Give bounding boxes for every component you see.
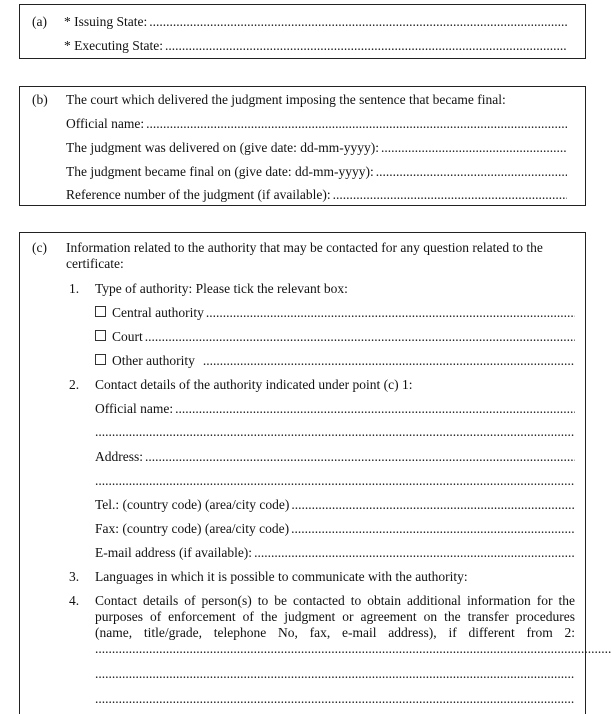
item-3-number: 3. xyxy=(69,569,80,584)
authority-fax-label: Fax: (country code) (area/city code) xyxy=(95,521,290,536)
other-authority-checkbox[interactable] xyxy=(95,354,106,365)
court-official-name-field[interactable] xyxy=(66,116,567,132)
section-c-letter: (c) xyxy=(32,240,47,255)
option-court[interactable] xyxy=(95,329,575,345)
issuing-state-field[interactable] xyxy=(64,14,567,30)
judgment-final-date-field[interactable] xyxy=(66,164,567,180)
other-authority-label: Other authority xyxy=(112,353,195,368)
authority-fax-field[interactable] xyxy=(95,521,575,537)
court-checkbox[interactable] xyxy=(95,330,106,341)
section-b-heading: The court which delivered the judgment imposing the sentence that became final: xyxy=(66,92,506,107)
authority-official-name-field-2[interactable] xyxy=(95,424,575,440)
authority-address-field-2[interactable] xyxy=(95,473,575,489)
section-a-letter: (a) xyxy=(32,14,47,29)
authority-email-label: E-mail address (if available): xyxy=(95,545,253,560)
section-c-box xyxy=(19,232,586,714)
contact-person-field-2[interactable] xyxy=(95,666,575,682)
executing-state-label: * Executing State: xyxy=(64,38,163,53)
item-1-number: 1. xyxy=(69,281,80,296)
authority-tel-label: Tel.: (country code) (area/city code) xyxy=(95,497,290,512)
item-4-label-block[interactable] xyxy=(95,593,575,657)
item-2-label: Contact details of the authority indicated under point (c) 1: xyxy=(95,377,413,392)
authority-address-label: Address: xyxy=(95,449,143,464)
option-other-authority[interactable] xyxy=(95,353,575,369)
item-3-label: Languages in which it is possible to communicate with the authority: xyxy=(95,569,468,584)
section-c-heading: Information related to the authority that may be contacted for any question related to the certificate: xyxy=(66,240,543,271)
central-authority-label: Central authority xyxy=(112,305,204,320)
court-official-name-label: Official name: xyxy=(66,116,145,131)
court-label: Court xyxy=(112,329,143,344)
section-b-letter: (b) xyxy=(32,92,48,107)
central-authority-checkbox[interactable] xyxy=(95,306,106,317)
judgment-final-label: The judgment became final on (give date: dd-mm-yyyy): xyxy=(66,164,374,179)
item-4-label: Contact details of person(s) to be contacted to obtain additional information for the purposes of enforcement of the judgment or agreement on the transfer procedures (name, title/grade, telephone No, fax, e-mail address), if different from 2: xyxy=(95,593,575,640)
option-central-authority[interactable] xyxy=(95,305,575,321)
section-a-box xyxy=(19,4,586,59)
executing-state-field[interactable] xyxy=(64,38,567,54)
judgment-delivered-date-field[interactable] xyxy=(66,140,567,156)
authority-official-name-label: Official name: xyxy=(95,401,174,416)
authority-tel-field[interactable] xyxy=(95,497,575,513)
judgment-delivered-label: The judgment was delivered on (give date: dd-mm-yyyy): xyxy=(66,140,380,155)
judgment-reference-field[interactable] xyxy=(66,187,567,203)
authority-email-field[interactable] xyxy=(95,545,575,561)
item-4-number: 4. xyxy=(69,593,80,608)
item-1-label: Type of authority: Please tick the relevant box: xyxy=(95,281,348,296)
contact-person-field-3[interactable] xyxy=(95,691,575,707)
section-b-box xyxy=(19,86,586,206)
authority-official-name-field[interactable] xyxy=(95,401,575,417)
authority-address-field[interactable] xyxy=(95,449,575,465)
item-2-number: 2. xyxy=(69,377,80,392)
issuing-state-label: * Issuing State: xyxy=(64,14,148,29)
judgment-reference-label: Reference number of the judgment (if available): xyxy=(66,187,331,202)
